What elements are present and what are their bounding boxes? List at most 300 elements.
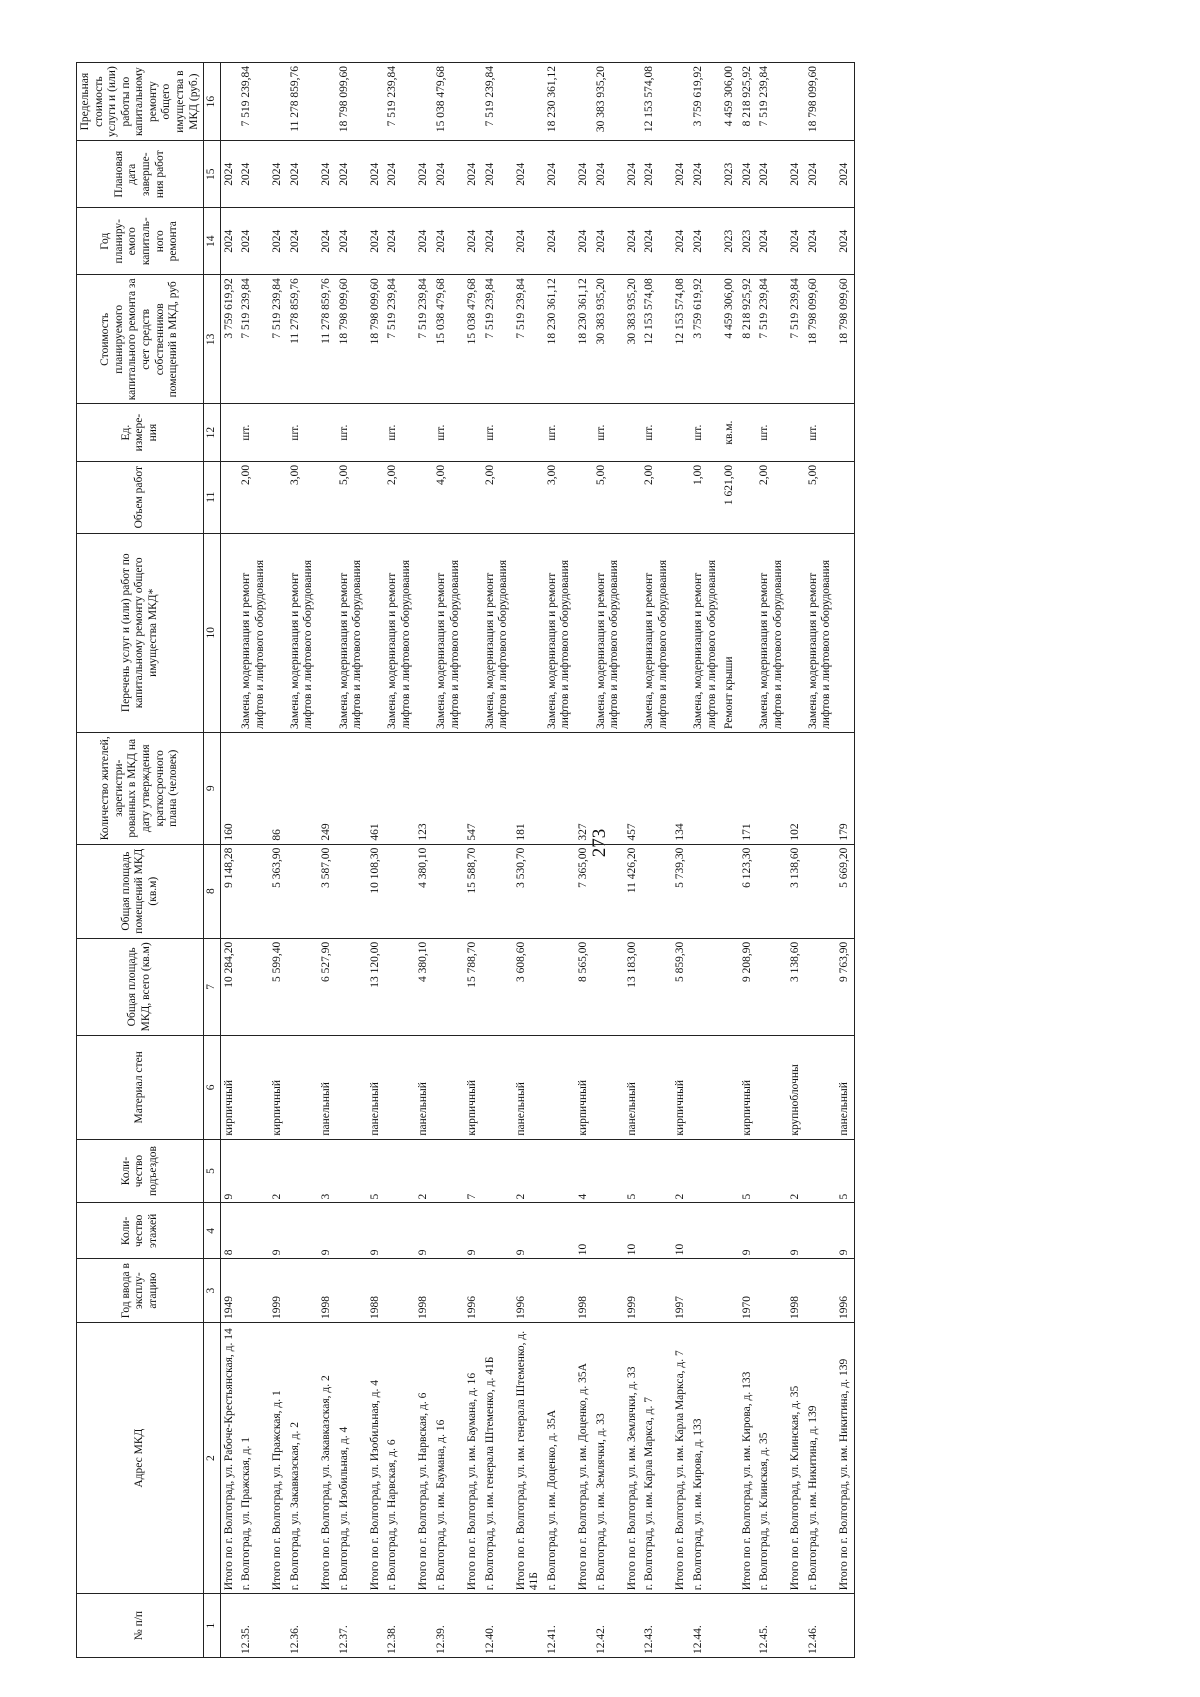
plan-year-cell: 2024 [238, 208, 269, 275]
work-cell [739, 533, 757, 732]
address-cell: Итого по г. Волгоград, ул. им. Доценко, д. 35А [575, 1323, 593, 1594]
header-cell-9: Количество жителей, зарегистри-рованных в МКД на дату утверждения краткосрочного плана (человек) [77, 732, 204, 844]
work-cell: Замена, модернизация и ремонт лифтов и лифтового оборудования [756, 533, 787, 732]
material-cell: кирпичный [464, 1035, 482, 1139]
area-rooms-cell: 15 588,70 [464, 844, 482, 938]
total-row [787, 63, 805, 1658]
floors-cell [756, 1203, 787, 1259]
table-row [593, 63, 624, 1658]
total-row [269, 63, 287, 1658]
row-number: 12.40. [482, 1594, 513, 1658]
area-total-cell [690, 938, 721, 1035]
area-rooms-cell [641, 844, 672, 938]
volume-cell: 2,00 [641, 461, 672, 533]
plan-year-cell: 2024 [593, 208, 624, 275]
residents-cell [544, 732, 575, 844]
residents-cell [287, 732, 318, 844]
unit-cell [624, 404, 642, 461]
area-total-cell: 5 859,30 [672, 938, 690, 1035]
work-cell: Замена, модернизация и ремонт лифтов и лифтового оборудования [238, 533, 269, 732]
work-cell: Замена, модернизация и ремонт лифтов и лифтового оборудования [544, 533, 575, 732]
residents-cell [238, 732, 269, 844]
table-row [384, 63, 415, 1658]
address-cell: Итого по г. Волгоград, ул. Изобильная, д. 4 [367, 1323, 385, 1594]
address-cell: Итого по г. Волгоград, ул. им. генерала Штеменко, д. 41Б [513, 1323, 544, 1594]
address-cell: г. Волгоград, ул. Пражская, д. 1 [238, 1323, 269, 1594]
volume-cell: 3,00 [287, 461, 318, 533]
row-number [269, 1594, 287, 1658]
residents-cell [384, 732, 415, 844]
area-total-cell: 4 380,10 [415, 938, 433, 1035]
header-cell-5: Коли-чество подъездов [77, 1139, 204, 1203]
floors-cell: 8 [220, 1203, 238, 1259]
address-cell: г. Волгоград, ул. Изобильная, д. 4 [336, 1323, 367, 1594]
cost-cell: 7 519 239,84 [513, 275, 544, 404]
unit-cell [672, 404, 690, 461]
column-number-row [204, 63, 221, 1658]
row-number: 12.35. [238, 1594, 269, 1658]
column-number: 4 [204, 1203, 221, 1259]
cost-cell: 18 798 099,60 [336, 275, 367, 404]
table-row [756, 63, 787, 1658]
volume-cell [739, 461, 757, 533]
floors-cell [805, 1203, 836, 1259]
material-cell [384, 1035, 415, 1139]
area-rooms-cell: 6 123,30 [739, 844, 757, 938]
area-rooms-cell [336, 844, 367, 938]
volume-cell [415, 461, 433, 533]
year-cell [721, 1259, 739, 1323]
row-number: 12.46. [805, 1594, 836, 1658]
material-cell [544, 1035, 575, 1139]
residents-cell [482, 732, 513, 844]
rotated-page [76, 62, 1124, 1658]
header-cell-8: Общая площадь помещений МКД (кв.м) [77, 844, 204, 938]
header-cell-2: Адрес МКД [77, 1323, 204, 1594]
total-row [513, 63, 544, 1658]
residents-cell [756, 732, 787, 844]
year-cell [641, 1259, 672, 1323]
end-date-cell: 2024 [384, 141, 415, 208]
end-date-cell: 2024 [433, 141, 464, 208]
column-number: 7 [204, 938, 221, 1035]
residents-cell [641, 732, 672, 844]
floors-cell [690, 1203, 721, 1259]
floors-cell [544, 1203, 575, 1259]
residents-cell: 457 [624, 732, 642, 844]
residents-cell [690, 732, 721, 844]
row-number: 12.42. [593, 1594, 624, 1658]
area-total-cell: 9 763,90 [836, 938, 854, 1035]
area-total-cell [336, 938, 367, 1035]
row-number [721, 1594, 739, 1658]
entrances-cell: 2 [513, 1139, 544, 1203]
entrances-cell: 3 [318, 1139, 336, 1203]
work-cell: Замена, модернизация и ремонт лифтов и лифтового оборудования [384, 533, 415, 732]
column-number: 11 [204, 461, 221, 533]
table-row [805, 63, 836, 1658]
material-cell: кирпичный [739, 1035, 757, 1139]
unit-cell: шт. [544, 404, 575, 461]
plan-year-cell: 2024 [672, 208, 690, 275]
material-cell [805, 1035, 836, 1139]
work-cell: Замена, модернизация и ремонт лифтов и лифтового оборудования [287, 533, 318, 732]
residents-cell [433, 732, 464, 844]
floors-cell: 9 [836, 1203, 854, 1259]
volume-cell: 2,00 [482, 461, 513, 533]
table-row [690, 63, 721, 1658]
area-total-cell: 13 183,00 [624, 938, 642, 1035]
address-cell: г. Волгоград, ул. им. Никитина, д. 139 [805, 1323, 836, 1594]
plan-year-cell: 2024 [367, 208, 385, 275]
floors-cell [238, 1203, 269, 1259]
total-row [624, 63, 642, 1658]
material-cell: кирпичный [269, 1035, 287, 1139]
work-cell: Замена, модернизация и ремонт лифтов и лифтового оборудования [690, 533, 721, 732]
area-total-cell: 6 527,90 [318, 938, 336, 1035]
address-cell: Итого по г. Волгоград, ул. им. Карла Маркса, д. 7 [672, 1323, 690, 1594]
address-cell: г. Волгоград, ул. им. Карла Маркса, д. 7 [641, 1323, 672, 1594]
floors-cell: 9 [739, 1203, 757, 1259]
unit-cell [575, 404, 593, 461]
end-date-cell: 2024 [805, 141, 836, 208]
header-cell-15: Плановая дата заверше-ния работ [77, 141, 204, 208]
unit-cell [367, 404, 385, 461]
address-cell: г. Волгоград, ул. им. Кирова, д. 133 [690, 1323, 721, 1594]
plan-year-cell: 2024 [482, 208, 513, 275]
volume-cell [367, 461, 385, 533]
plan-year-cell: 2024 [756, 208, 787, 275]
row-number [513, 1594, 544, 1658]
plan-year-cell: 2024 [464, 208, 482, 275]
area-rooms-cell: 11 426,20 [624, 844, 642, 938]
residents-cell: 160 [220, 732, 238, 844]
column-number: 15 [204, 141, 221, 208]
limit-cell: 18 798 099,60 [805, 63, 836, 141]
cost-cell: 7 519 239,84 [269, 275, 287, 404]
entrances-cell [641, 1139, 672, 1203]
area-rooms-cell: 9 148,28 [220, 844, 238, 938]
end-date-cell: 2024 [756, 141, 787, 208]
residents-cell [593, 732, 624, 844]
area-rooms-cell [593, 844, 624, 938]
area-total-cell [544, 938, 575, 1035]
limit-cell: 7 519 239,84 [482, 63, 513, 141]
year-cell [805, 1259, 836, 1323]
area-rooms-cell [805, 844, 836, 938]
row-number: 12.41. [544, 1594, 575, 1658]
material-cell: кирпичный [672, 1035, 690, 1139]
material-cell [287, 1035, 318, 1139]
unit-cell: шт. [690, 404, 721, 461]
work-cell: Замена, модернизация и ремонт лифтов и лифтового оборудования [336, 533, 367, 732]
residents-cell: 179 [836, 732, 854, 844]
entrances-cell [805, 1139, 836, 1203]
volume-cell: 5,00 [805, 461, 836, 533]
entrances-cell: 2 [415, 1139, 433, 1203]
material-cell: панельный [624, 1035, 642, 1139]
row-number: 12.37. [336, 1594, 367, 1658]
end-date-cell: 2024 [367, 141, 385, 208]
year-cell: 1998 [318, 1259, 336, 1323]
end-date-cell: 2024 [318, 141, 336, 208]
end-date-cell: 2024 [739, 141, 757, 208]
end-date-cell: 2024 [287, 141, 318, 208]
area-total-cell [721, 938, 739, 1035]
row-number [836, 1594, 854, 1658]
area-total-cell [593, 938, 624, 1035]
cost-cell: 11 278 859,76 [287, 275, 318, 404]
row-number: 12.36. [287, 1594, 318, 1658]
entrances-cell [287, 1139, 318, 1203]
year-cell: 1988 [367, 1259, 385, 1323]
entrances-cell [756, 1139, 787, 1203]
header-cell-3: Год ввода в эксплу-атацию [77, 1259, 204, 1323]
plan-year-cell: 2024 [433, 208, 464, 275]
year-cell [690, 1259, 721, 1323]
area-rooms-cell [544, 844, 575, 938]
work-cell [269, 533, 287, 732]
end-date-cell: 2024 [269, 141, 287, 208]
column-number: 3 [204, 1259, 221, 1323]
volume-cell [836, 461, 854, 533]
column-number: 16 [204, 63, 221, 141]
header-cell-12: Ед. измере-ния [77, 404, 204, 461]
address-cell: Итого по г. Волгоград, ул. Рабоче-Крестьянская, д. 14 [220, 1323, 238, 1594]
volume-cell [464, 461, 482, 533]
end-date-cell: 2024 [575, 141, 593, 208]
row-number: 12.44. [690, 1594, 721, 1658]
plan-year-cell: 2024 [384, 208, 415, 275]
year-cell [593, 1259, 624, 1323]
unit-cell: шт. [238, 404, 269, 461]
header-cell-14: Год планиру-емого капиталь-ного ремонта [77, 208, 204, 275]
entrances-cell [721, 1139, 739, 1203]
plan-year-cell: 2024 [575, 208, 593, 275]
table-row [482, 63, 513, 1658]
floors-cell [287, 1203, 318, 1259]
residents-cell: 181 [513, 732, 544, 844]
year-cell: 1998 [575, 1259, 593, 1323]
column-number: 5 [204, 1139, 221, 1203]
floors-cell: 9 [269, 1203, 287, 1259]
work-cell: Замена, модернизация и ремонт лифтов и лифтового оборудования [805, 533, 836, 732]
area-total-cell: 3 608,60 [513, 938, 544, 1035]
end-date-cell: 2024 [593, 141, 624, 208]
unit-cell: шт. [287, 404, 318, 461]
cost-cell: 18 230 361,12 [544, 275, 575, 404]
entrances-cell: 2 [787, 1139, 805, 1203]
header-cell-7: Общая площадь МКД, всего (кв.м) [77, 938, 204, 1035]
column-number: 10 [204, 533, 221, 732]
area-total-cell: 5 599,40 [269, 938, 287, 1035]
plan-year-cell: 2024 [690, 208, 721, 275]
cost-cell: 7 519 239,84 [415, 275, 433, 404]
area-rooms-cell: 3 587,00 [318, 844, 336, 938]
residents-cell [805, 732, 836, 844]
entrances-cell: 7 [464, 1139, 482, 1203]
header-cell-13: Стоимость планируемого капитального ремонта за счет средств собственников помещений в МКД, руб [77, 275, 204, 404]
limit-cell [220, 63, 238, 141]
floors-cell [384, 1203, 415, 1259]
work-cell [624, 533, 642, 732]
limit-cell: 30 383 935,20 [593, 63, 624, 141]
year-cell [287, 1259, 318, 1323]
volume-cell: 2,00 [756, 461, 787, 533]
cost-cell: 3 759 619,92 [220, 275, 238, 404]
floors-cell [433, 1203, 464, 1259]
table-body [220, 63, 854, 1658]
material-cell: крупноблочны [787, 1035, 805, 1139]
header-cell-11: Объем работ [77, 461, 204, 533]
unit-cell: кв.м. [721, 404, 739, 461]
total-row [836, 63, 854, 1658]
address-cell: г. Волгоград, ул. им. Баумана, д. 16 [433, 1323, 464, 1594]
unit-cell: шт. [805, 404, 836, 461]
volume-cell [269, 461, 287, 533]
limit-cell: 4 459 306,00 [721, 63, 739, 141]
row-number [624, 1594, 642, 1658]
area-total-cell [482, 938, 513, 1035]
column-number: 12 [204, 404, 221, 461]
total-row [318, 63, 336, 1658]
end-date-cell: 2024 [641, 141, 672, 208]
limit-cell [624, 63, 642, 141]
limit-cell [575, 63, 593, 141]
residents-cell: 461 [367, 732, 385, 844]
cost-cell: 4 459 306,00 [721, 275, 739, 404]
volume-cell: 1 621,00 [721, 461, 739, 533]
area-total-cell [641, 938, 672, 1035]
limit-cell: 15 038 479,68 [433, 63, 464, 141]
entrances-cell: 5 [739, 1139, 757, 1203]
address-cell: г. Волгоград, ул. им. Доценко, д. 35А [544, 1323, 575, 1594]
cost-cell: 3 759 619,92 [690, 275, 721, 404]
unit-cell [415, 404, 433, 461]
floors-cell [336, 1203, 367, 1259]
volume-cell [318, 461, 336, 533]
unit-cell [836, 404, 854, 461]
area-total-cell [805, 938, 836, 1035]
unit-cell: шт. [336, 404, 367, 461]
area-rooms-cell [482, 844, 513, 938]
material-cell: кирпичный [220, 1035, 238, 1139]
material-cell [756, 1035, 787, 1139]
limit-cell: 8 218 925,92 [739, 63, 757, 141]
cost-cell: 30 383 935,20 [624, 275, 642, 404]
entrances-cell: 4 [575, 1139, 593, 1203]
area-rooms-cell [384, 844, 415, 938]
plan-year-cell: 2024 [269, 208, 287, 275]
end-date-cell: 2024 [238, 141, 269, 208]
residents-cell: 134 [672, 732, 690, 844]
year-cell: 1998 [787, 1259, 805, 1323]
total-row [220, 63, 238, 1658]
year-cell [482, 1259, 513, 1323]
area-rooms-cell: 5 739,30 [672, 844, 690, 938]
residents-cell [336, 732, 367, 844]
plan-year-cell: 2023 [739, 208, 757, 275]
entrances-cell [482, 1139, 513, 1203]
total-row [575, 63, 593, 1658]
unit-cell: шт. [384, 404, 415, 461]
area-total-cell [238, 938, 269, 1035]
row-number [787, 1594, 805, 1658]
row-number [220, 1594, 238, 1658]
material-cell [433, 1035, 464, 1139]
volume-cell: 2,00 [384, 461, 415, 533]
end-date-cell: 2024 [787, 141, 805, 208]
total-row [415, 63, 433, 1658]
residents-cell [721, 732, 739, 844]
area-total-cell: 15 788,70 [464, 938, 482, 1035]
material-cell [690, 1035, 721, 1139]
cost-cell: 18 798 099,60 [367, 275, 385, 404]
work-cell [836, 533, 854, 732]
end-date-cell: 2023 [721, 141, 739, 208]
limit-cell [415, 63, 433, 141]
entrances-cell: 5 [836, 1139, 854, 1203]
row-number [415, 1594, 433, 1658]
address-cell: Итого по г. Волгоград, ул. Закавказская, д. 2 [318, 1323, 336, 1594]
floors-cell [482, 1203, 513, 1259]
column-number: 8 [204, 844, 221, 938]
column-number: 13 [204, 275, 221, 404]
year-cell [336, 1259, 367, 1323]
plan-year-cell: 2024 [787, 208, 805, 275]
volume-cell: 2,00 [238, 461, 269, 533]
table-row [287, 63, 318, 1658]
floors-cell: 9 [787, 1203, 805, 1259]
limit-cell [672, 63, 690, 141]
year-cell [756, 1259, 787, 1323]
volume-cell: 4,00 [433, 461, 464, 533]
plan-year-cell: 2024 [805, 208, 836, 275]
cost-cell: 7 519 239,84 [384, 275, 415, 404]
cost-cell: 7 519 239,84 [238, 275, 269, 404]
volume-cell [787, 461, 805, 533]
row-number [367, 1594, 385, 1658]
cost-cell: 15 038 479,68 [464, 275, 482, 404]
material-cell: панельный [836, 1035, 854, 1139]
header-cell-1: № п/п [77, 1594, 204, 1658]
material-cell: панельный [367, 1035, 385, 1139]
limit-cell [318, 63, 336, 141]
area-rooms-cell: 3 138,60 [787, 844, 805, 938]
material-cell: кирпичный [575, 1035, 593, 1139]
column-number: 2 [204, 1323, 221, 1594]
area-rooms-cell: 10 108,30 [367, 844, 385, 938]
volume-cell [624, 461, 642, 533]
entrances-cell: 9 [220, 1139, 238, 1203]
plan-year-cell: 2024 [318, 208, 336, 275]
area-total-cell: 8 565,00 [575, 938, 593, 1035]
floors-cell [593, 1203, 624, 1259]
entrances-cell: 2 [269, 1139, 287, 1203]
work-cell: Замена, модернизация и ремонт лифтов и лифтового оборудования [482, 533, 513, 732]
cost-cell: 8 218 925,92 [739, 275, 757, 404]
column-number: 9 [204, 732, 221, 844]
row-number: 12.45. [756, 1594, 787, 1658]
plan-year-cell: 2023 [721, 208, 739, 275]
work-cell: Замена, модернизация и ремонт лифтов и лифтового оборудования [641, 533, 672, 732]
row-number [575, 1594, 593, 1658]
unit-cell: шт. [756, 404, 787, 461]
unit-cell: шт. [433, 404, 464, 461]
table-row [721, 63, 739, 1658]
address-cell: г. Волгоград, ул. Клинская, д. 35 [756, 1323, 787, 1594]
row-number [672, 1594, 690, 1658]
